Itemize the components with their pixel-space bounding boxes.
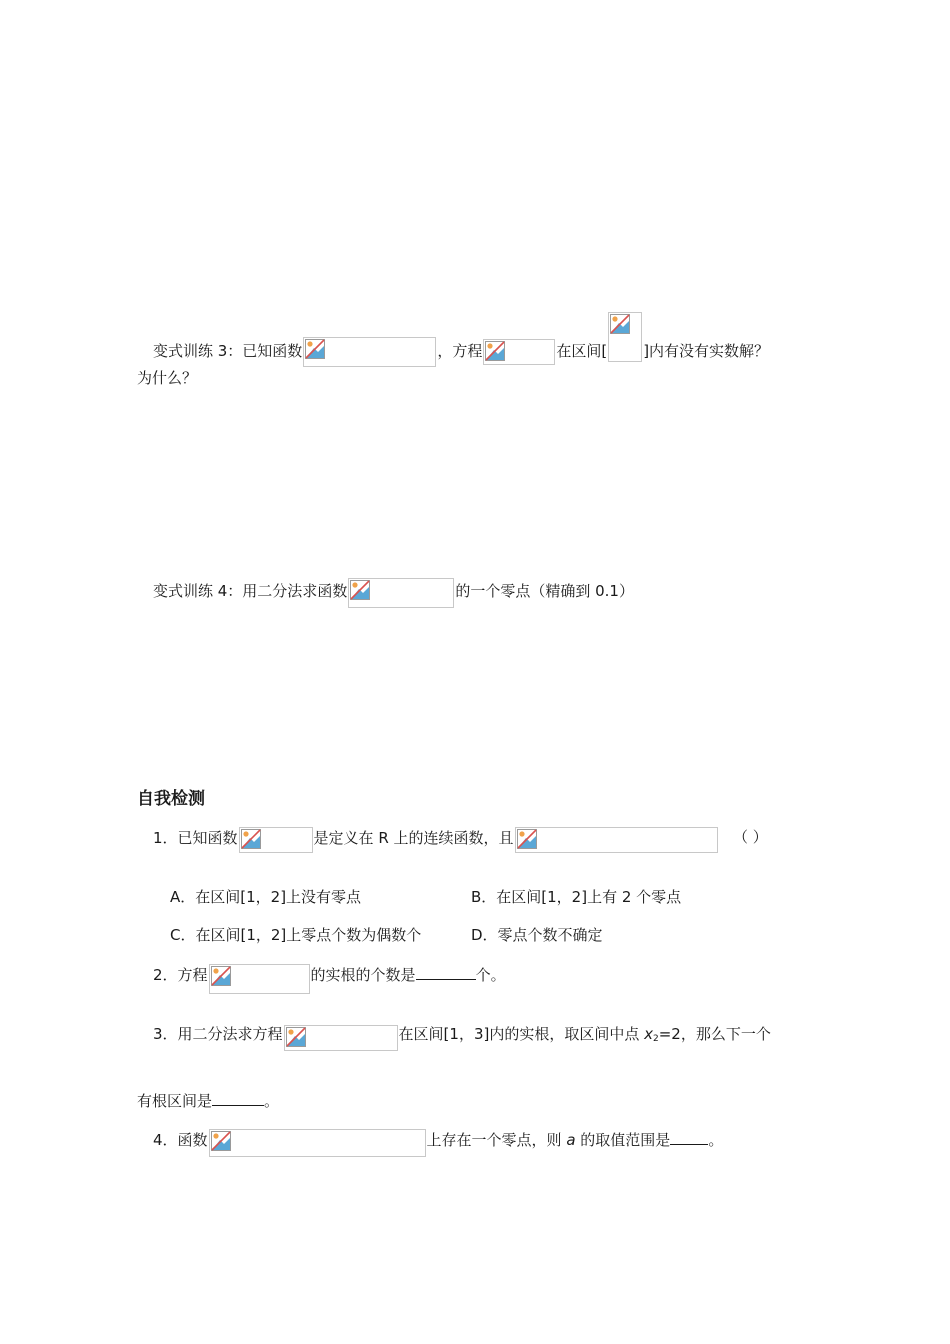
broken-image-icon — [305, 339, 325, 359]
formula-image — [209, 1129, 426, 1157]
q4-line — [153, 578, 634, 608]
q3-label: 变式训练 3：已知函数 — [153, 342, 303, 360]
q3-why: 为什么？ — [137, 369, 198, 387]
formula-image — [303, 337, 436, 367]
q4-suffix: 的一个零点（精确到 0.1） — [455, 582, 634, 600]
broken-image-icon — [241, 829, 261, 849]
formula-image — [209, 964, 310, 994]
item4-var: a — [566, 1131, 576, 1149]
self-check-heading: 自我检测 — [137, 789, 205, 809]
item1-prefix: 1．已知函数 — [153, 829, 238, 847]
item4-prefix: 4．函数 — [153, 1131, 208, 1149]
item3-line2-end: 。 — [264, 1092, 280, 1110]
option-c: C．在区间[1，2]上零点个数为偶数个 — [170, 926, 422, 944]
broken-image-icon — [517, 829, 537, 849]
item2-line — [153, 964, 506, 994]
answer-blank[interactable] — [670, 1130, 708, 1145]
item1-paren: （ ） — [733, 828, 768, 846]
q3-line2 — [137, 368, 197, 388]
item4-end: 。 — [708, 1131, 724, 1149]
item3-sub: 2 — [653, 1034, 659, 1044]
formula-image — [239, 827, 313, 853]
q3-line1 — [153, 312, 769, 367]
option-d: D．零点个数不确定 — [471, 926, 603, 944]
item1-line — [153, 827, 719, 853]
item3-line2 — [137, 1091, 279, 1111]
item2-middle: 的实根的个数是 — [310, 966, 416, 984]
item4-middle: 上存在一个零点，则 — [426, 1131, 567, 1149]
formula-image — [284, 1025, 398, 1051]
broken-image-icon — [350, 580, 370, 600]
q3-suffix: ]内有没有实数解？ — [643, 342, 770, 360]
broken-image-icon — [610, 314, 630, 334]
q3-in-interval: 在区间[ — [556, 342, 608, 360]
broken-image-icon — [211, 966, 231, 986]
item3-middle: 在区间[1，3]内的实根，取区间中点 — [398, 1025, 645, 1043]
broken-image-icon — [211, 1131, 231, 1151]
item2-suffix: 个。 — [475, 966, 506, 984]
answer-blank[interactable] — [416, 965, 476, 980]
option-a: A．在区间[1，2]上没有零点 — [170, 888, 362, 906]
formula-image — [348, 578, 454, 608]
item3-var: x — [644, 1025, 653, 1043]
formula-image — [483, 339, 555, 365]
item3-tail: =2，那么下一个 — [658, 1025, 771, 1043]
item3-prefix: 3．用二分法求方程 — [153, 1025, 283, 1043]
item3-line2-text: 有根区间是 — [137, 1092, 213, 1110]
answer-blank[interactable] — [212, 1091, 264, 1106]
option-b: B．在区间[1，2]上有 2 个零点 — [471, 888, 682, 906]
item2-prefix: 2．方程 — [153, 966, 208, 984]
item4-line — [153, 1129, 723, 1157]
q4-label: 变式训练 4：用二分法求函数 — [153, 582, 348, 600]
item1-middle: 是定义在 R 上的连续函数，且 — [313, 829, 514, 847]
q3-comma-eq: ，方程 — [437, 342, 483, 360]
item4-tail: 的取值范围是 — [575, 1131, 671, 1149]
broken-image-icon — [286, 1027, 306, 1047]
broken-image-icon — [485, 341, 505, 361]
item3-line — [153, 1024, 771, 1051]
formula-image — [515, 827, 718, 853]
formula-image — [608, 312, 642, 362]
